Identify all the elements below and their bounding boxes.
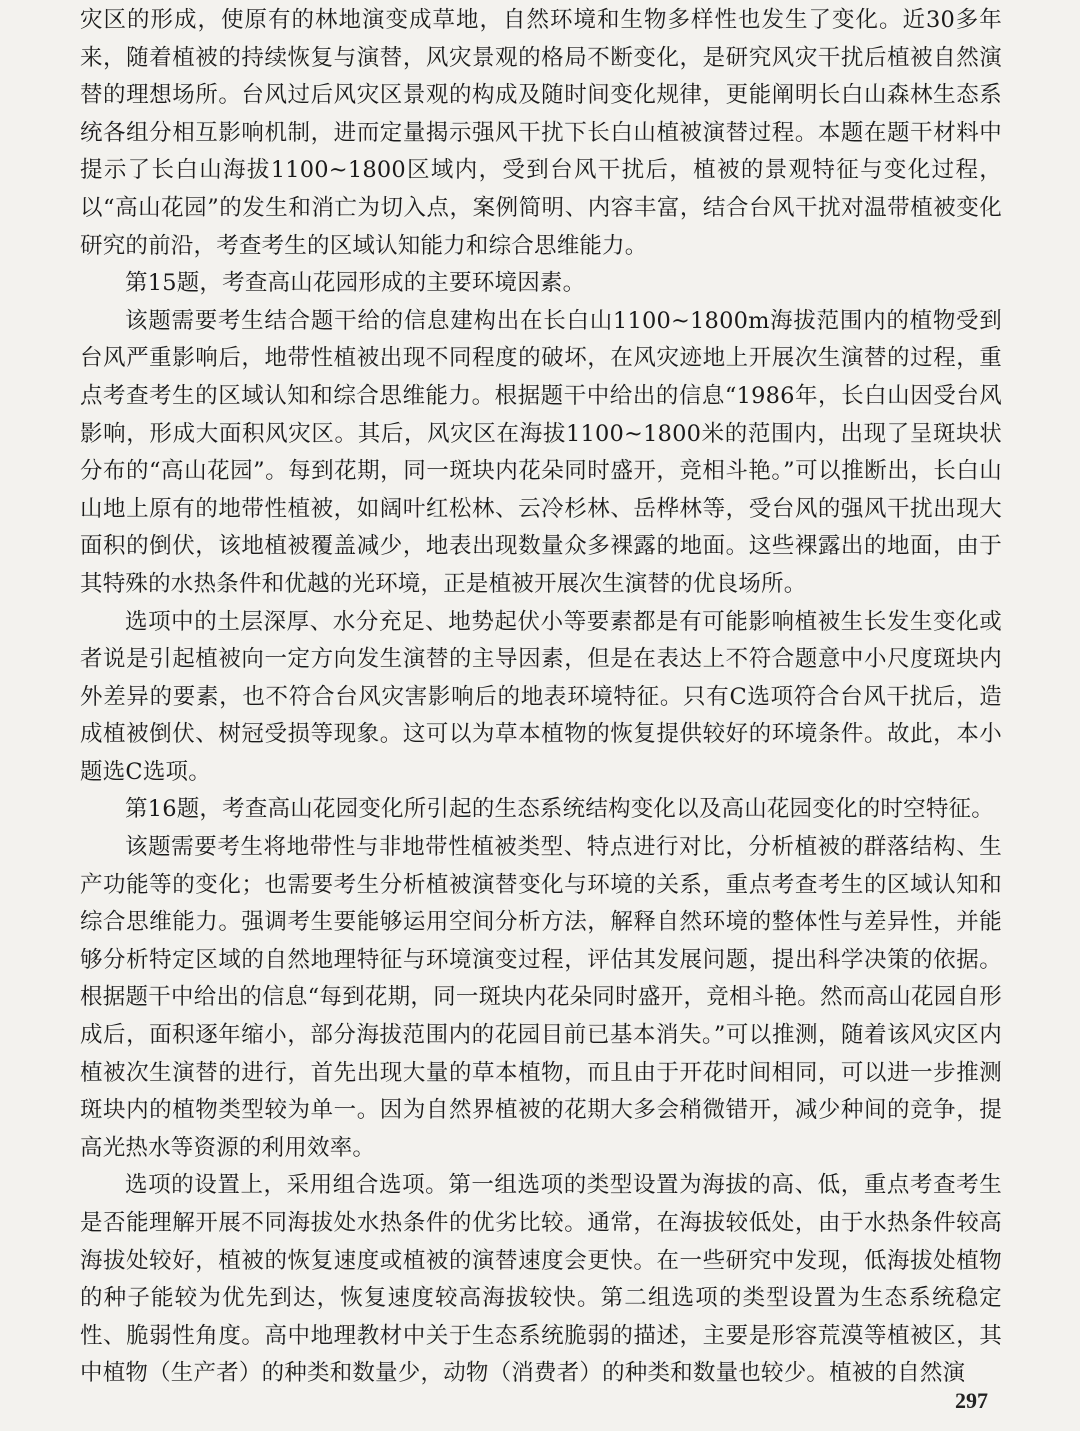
paragraph-q15-analysis: 该题需要考生结合题干给的信息建构出在长白山1100~1800m海拔范围内的植物受到台风严重影响后，地带性植被出现不同程度的破坏，在风灾迹地上开展次生演替的过程，重点考查考生的区域认知和综合思维能力。根据题干中给出的信息“1986年，长白山因受台风影响，形成大面积风灾区。其后，风灾区在海拔1100~1800米的范围内，出现了呈斑块状分布的“高山花园”。每到花期，同一斑块内花朵同时盛开，竞相斗艳。”可以推断出，长白山山地上原有的地带性植被，如阔叶红松林、云冷杉林、岳桦林等，受台风的强风干扰出现大面积的倒伏，该地植被覆盖减少，地表出现数量众多裸露的地面。这些裸露出的地面，由于其特殊的水热条件和优越的光环境，正是植被开展次生演替的优良场所。 — [80, 307, 1002, 597]
page-number: 297 — [955, 1388, 988, 1413]
body-text — [80, 2, 1002, 1393]
paragraph-q16-options: 选项的设置上，采用组合选项。第一组选项的类型设置为海拔的高、低，重点考查考生是否能理解开展不同海拔处水热条件的优劣比较。通常，在海拔较低处，由于水热条件较高海拔处较好，植被的恢复速度或植被的演替速度会更快。在一些研究中发现，低海拔处植物的种子能较为优先到达，恢复速度较高海拔较快。第二组选项的类型设置为生态系统稳定性、脆弱性角度。高中地理教材中关于生态系统脆弱的描述，主要是形容荒漠等植被区，其中植物（生产者）的种类和数量少，动物（消费者）的种类和数量也较少。植被的自然演 — [80, 1172, 1002, 1387]
paragraph-q15-heading: 第15题，考查高山花园形成的主要环境因素。 — [125, 270, 586, 297]
paragraph-intro-continued: 灾区的形成，使原有的林地演变成草地，自然环境和生物多样性也发生了变化。近30多年来，随着植被的持续恢复与演替，风灾景观的格局不断变化，是研究风灾干扰后植被自然演替的理想场所。台风过后风灾区景观的构成及随时间变化规律，更能阐明长白山森林生态系统各组分相互影响机制，进而定量揭示强风干扰下长白山植被演替过程。本题在题干材料中提示了长白山海拔1100~1800区域内，受到台风干扰后，植被的景观特征与变化过程，以“高山花园”的发生和消亡为切入点，案例简明、内容丰富，结合台风干扰对温带植被变化研究的前沿，考查考生的区域认知能力和综合思维能力。 — [80, 7, 1002, 259]
paragraph-q15-options: 选项中的土层深厚、水分充足、地势起伏小等要素都是有可能影响植被生长发生变化或者说是引起植被向一定方向发生演替的主导因素，但是在表达上不符合题意中小尺度斑块内外差异的要素，也不符合台风灾害影响后的地表环境特征。只有C选项符合台风干扰后，造成植被倒伏、树冠受损等现象。这可以为草本植物的恢复提供较好的环境条件。故此，本小题选C选项。 — [80, 608, 1002, 785]
paragraph-q16-analysis: 该题需要考生将地带性与非地带性植被类型、特点进行对比，分析植被的群落结构、生产功能等的变化；也需要考生分析植被演替变化与环境的关系，重点考查考生的区域认知和综合思维能力。强调考生要能够运用空间分析方法，解释自然环境的整体性与差异性，并能够分析特定区域的自然地理特征与环境演变过程，评估其发展问题，提出科学决策的依据。根据题干中给出的信息“每到花期，同一斑块内花朵同时盛开，竞相斗艳。然而高山花园自形成后，面积逐年缩小，部分海拔范围内的花园目前已基本消失。”可以推测，随着该风灾区内植被次生演替的进行，首先出现大量的草本植物，而且由于开花时间相同，可以进一步推测斑块内的植物类型较为单一。因为自然界植被的花期大多会稍微错开，减少种间的竞争，提高光热水等资源的利用效率。 — [80, 834, 1002, 1161]
paragraph-q16-heading: 第16题，考查高山花园变化所引起的生态系统结构变化以及高山花园变化的时空特征。 — [125, 796, 994, 823]
